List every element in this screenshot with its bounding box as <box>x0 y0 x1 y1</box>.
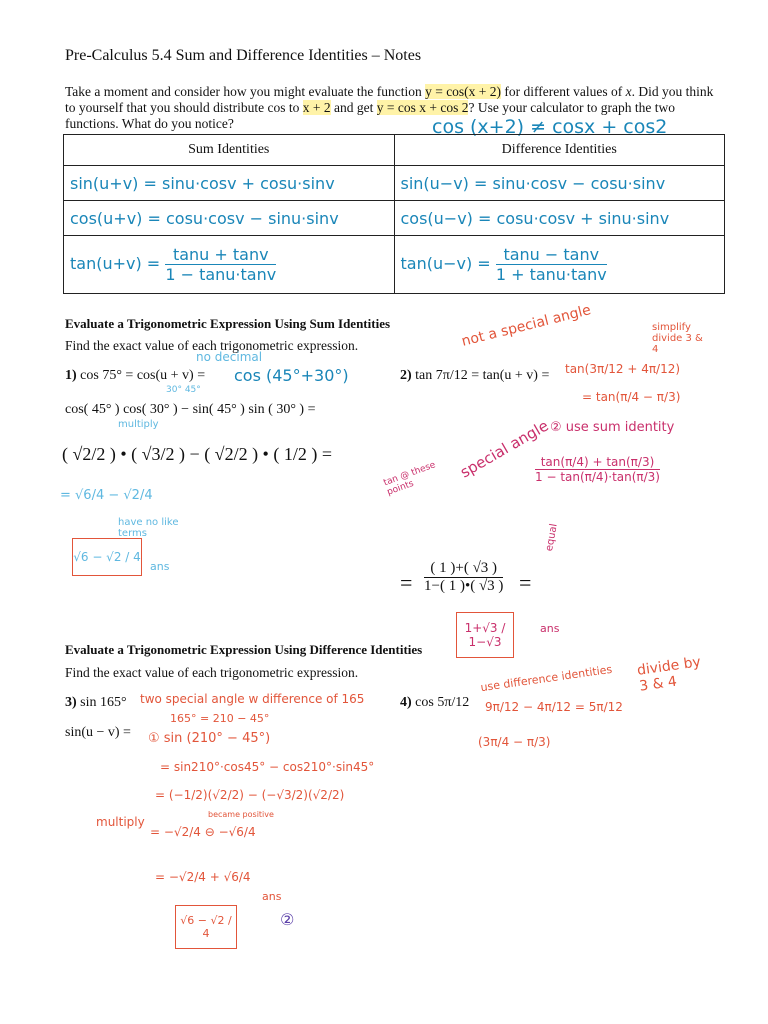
problem-2-special-angle: special angle <box>457 416 552 482</box>
intro-text-2: for different values of <box>501 84 626 99</box>
problem-2-final-numerator: ( 1 )+( √3 ) <box>430 560 498 576</box>
problem-4-divide-note: divide by 3 & 4 <box>636 654 702 695</box>
problem-2-tan-points: tan @ these points <box>382 460 437 498</box>
problem-1-handwritten-split: cos (45°+30°) <box>234 366 349 385</box>
problem-2-equals-left: = <box>400 570 413 595</box>
problem-2-label: 2) <box>400 368 412 383</box>
intro-text-5: ? Use your calculator to graph the two functions. What do you notice? <box>65 100 676 131</box>
problem-3-step-5: = −√2/4 + √6/4 <box>155 870 251 884</box>
problem-1-answer-box: √6 − √2 / 4 <box>72 538 142 576</box>
note-no-decimal: no decimal <box>196 350 263 364</box>
problem-2-expression: tan 7π/12 = tan(u + v) = <box>415 368 550 383</box>
problem-2-equals-right: = <box>519 570 532 595</box>
intro-text-3: . Did you think to yourself that you should distribute cos to <box>65 84 714 115</box>
diff-tan-lhs: tan(u−v) = <box>400 254 491 273</box>
problem-2-equal-note: equal <box>544 522 560 553</box>
problem-1-label: 1) <box>65 368 77 383</box>
handwritten-not-equal-note: cos (x+2) ≠ cosx + cos2 <box>432 116 668 138</box>
problem-2 <box>400 368 549 384</box>
page-title: Pre-Calculus 5.4 Sum and Difference Identities – Notes <box>65 47 422 64</box>
problem-2-formula-fraction <box>535 455 660 484</box>
section-sum-instruction: Find the exact value of each trigonometric expression. <box>65 338 359 353</box>
problem-2-formula <box>535 455 660 484</box>
problem-1-expansion: cos( 45° ) cos( 30° ) − sin( 45° ) sin ( 30° ) = <box>65 402 316 417</box>
problem-2-ans-label: ans <box>540 622 560 635</box>
identities-table <box>63 134 725 294</box>
problem-3 <box>65 695 127 711</box>
sum-sin-identity: sin(u+v) = sinu·cosv + cosu·sinv <box>64 166 395 201</box>
sum-tan-identity <box>64 236 395 294</box>
problem-2-rewrite: tan(3π/12 + 4π/12) <box>565 362 681 376</box>
problem-2-answer-box: 1+√3 / 1−√3 <box>456 612 514 658</box>
sum-tan-numerator: tanu + tanv <box>172 245 269 264</box>
problem-2-not-special-note: not a special angle <box>460 302 593 350</box>
problem-3-label: 3) <box>65 695 77 710</box>
problem-2-use-identity: ② use sum identity <box>550 420 675 435</box>
section-difference-heading: Evaluate a Trigonometric Expression Using Difference Identities <box>65 642 423 657</box>
intro-function-2: y = cos x + cos 2 <box>376 100 469 115</box>
problem-2-final <box>424 560 503 595</box>
diff-tan-denominator: 1 + tanu·tanv <box>495 265 607 284</box>
intro-expr: x + 2 <box>302 100 331 115</box>
problem-1-angles-note: 30° 45° <box>166 385 201 395</box>
diff-cos-identity: cos(u−v) = cosu·cosv + sinu·sinv <box>394 201 725 236</box>
problem-2-rewrite-2: = tan(π/4 − π/3) <box>582 390 681 404</box>
sum-tan-fraction <box>165 245 276 284</box>
section-difference-instruction: Find the exact value of each trigonometric expression. <box>65 665 359 680</box>
problem-1-multiply-note: multiply <box>118 419 159 430</box>
section-sum-heading: Evaluate a Trigonometric Expression Using Sum Identities <box>65 316 391 331</box>
problem-2-final-fraction <box>424 560 503 595</box>
problem-3-angle-split: 165° = 210 − 45° <box>170 712 270 725</box>
sum-tan-lhs: tan(u+v) = <box>70 254 161 273</box>
problem-3-ans-label: ans <box>262 890 282 903</box>
problem-3-step-1: ① sin (210° − 45°) <box>148 731 271 746</box>
sum-identities-header: Sum Identities <box>64 135 395 166</box>
diff-tan-numerator: tanu − tanv <box>503 245 600 264</box>
problem-3-identity-line: sin(u − v) = <box>65 725 131 740</box>
sum-tan-denominator: 1 − tanu·tanv <box>165 265 277 284</box>
problem-2-simplify-note: simplify divide 3 & 4 <box>652 322 703 355</box>
problem-1-step: = √6/4 − √2/4 <box>60 488 153 503</box>
problem-4-note: use difference identities <box>479 662 613 695</box>
problem-4-step-1: 9π/12 − 4π/12 = 5π/12 <box>485 700 623 714</box>
diff-tan-fraction <box>496 245 607 284</box>
problem-1-values: ( √2/2 ) • ( √3/2 ) − ( √2/2 ) • ( 1/2 ) = <box>62 444 332 464</box>
problem-3-multiply-note: multiply <box>96 815 145 829</box>
intro-text-1: Take a moment and consider how you might evaluate the function <box>65 84 426 99</box>
problem-3-note: two special angle w difference of 165 <box>140 692 365 706</box>
problem-4 <box>400 695 469 711</box>
problem-1-ans-label: ans <box>150 560 170 573</box>
problem-4-label: 4) <box>400 695 412 710</box>
intro-function-1: y = cos(x + 2) <box>425 84 502 99</box>
diff-sin-identity: sin(u−v) = sinu·cosv − cosu·sinv <box>394 166 725 201</box>
problem-4-step-2: (3π/4 − π/3) <box>478 735 551 749</box>
problem-3-circled-2: ② <box>280 910 295 929</box>
problem-2-formula-numerator: tan(π/4) + tan(π/3) <box>540 455 655 469</box>
problem-3-step-2: = sin210°·cos45° − cos210°·sin45° <box>160 760 375 774</box>
problem-4-expression: cos 5π/12 <box>415 695 470 710</box>
intro-variable: x <box>625 84 632 99</box>
problem-3-step-4: = −√2/4 ⊖ −√6/4 <box>150 825 256 839</box>
problem-3-expression: sin 165° <box>80 695 127 710</box>
intro-text-4: and get <box>330 100 377 115</box>
problem-3-step-3: = (−1/2)(√2/2) − (−√3/2)(√2/2) <box>155 788 345 802</box>
problem-2-final-denominator: 1−( 1 )•( √3 ) <box>424 578 504 594</box>
problem-1-like-terms-note: have no like terms <box>118 517 179 539</box>
diff-tan-identity <box>394 236 725 294</box>
problem-3-answer-box: √6 − √2 / 4 <box>175 905 237 949</box>
problem-1-expression: cos 75° = cos(u + v) = <box>80 368 206 383</box>
problem-3-positive-note: became positive <box>208 810 274 819</box>
problem-2-formula-denominator: 1 − tan(π/4)·tan(π/3) <box>535 470 660 484</box>
sum-cos-identity: cos(u+v) = cosu·cosv − sinu·sinv <box>64 201 395 236</box>
problem-1 <box>65 368 205 384</box>
difference-identities-header: Difference Identities <box>394 135 725 166</box>
